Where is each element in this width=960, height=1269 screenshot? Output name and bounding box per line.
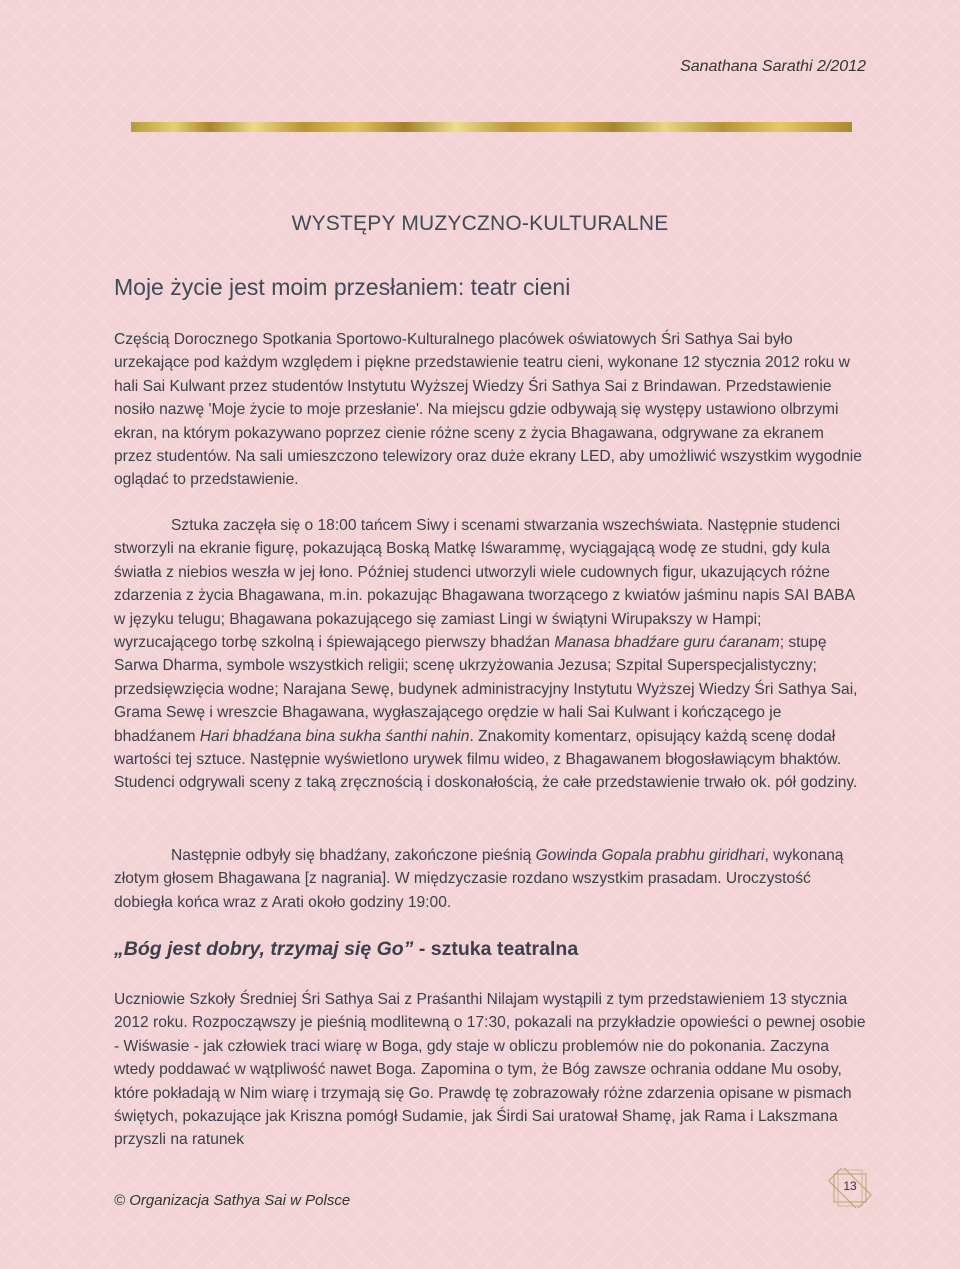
section-title: WYSTĘPY MUZYCZNO-KULTURALNE: [291, 212, 669, 235]
article-title-shadow-theatre: Moje życie jest moim przesłaniem: teatr cieni: [114, 274, 571, 300]
song-title: Gowinda Gopala prabhu giridhari: [535, 847, 765, 864]
text-run: Sztuka zaczęła się o 18:00 tańcem Siwy i scenami stwarzania wszechświata. Następnie studenci stworzyli na ekranie figurę, pokazującą Boską Matkę Iśwarammę, wyciągającą wodę ze studni, gdy kula światła z niebios weszła w jej łono. Później studenci utworzyli wiele cudownych figur, ukazujących różne zdarzenia z życia Bhagawana, m.in. pokazując Bhagawana tworzącego z kwiatów jaśminu napis SAI BABA w języku telugu; Bhagawana pokazującego się zamiast Lingi w świątyni Wirupakszy w Hampi; wyrzucającego torbę szkolną i śpiewającego pierwszy bhadźan: [114, 517, 855, 652]
title-suffix: - sztuka teatralna: [413, 938, 579, 960]
bhajan-title: Hari bhadźana bina sukha śanthi nahin: [199, 727, 470, 745]
gold-header-rule: [131, 122, 852, 132]
page-number-badge: [826, 1168, 874, 1208]
text-run: Następnie odbyły się bhadźany, zakończone pieśnią: [171, 847, 536, 864]
play-title: „Bóg jest dobry, trzymaj się Go”: [114, 938, 414, 960]
paragraph-text: Uczniowie Szkoły Średniej Śri Sathya Sai z Praśanthi Nilajam wystąpili z tym przedstawieniem 13 stycznia 2012 roku. Rozpocząwszy je pieśnią modlitewną o 17:30, pokazali na przykładzie opowieści o pewnej osobie - Wiśwasie - jak człowiek traci wiarę w Boga, gdy staje w obliczu problemów nie do pokonania. Zaczyna wtedy poddawać w wątpliwość nawet Boga. Zapomina o tym, że Bóg zawsze ochrania oddane Mu osoby, które pokładają w Nim wiarę i trzymają się Go. Prawdę tę zobrazowały różne zdarzenia opisane w pismach świętych, pokazujące jak Kriszna pomógł Sudamie, jak Śirdi Sai uratował Shamę, jak Rama i Lakszmana przyszli na ratunek: [114, 991, 866, 1149]
paragraph-text: [114, 514, 866, 795]
text-run: ; stupę Sarwa Dharma, symbole wszystkich religii; scenę ukrzyżowania Jezusa; Szpital Superspecjalistyczny; przedsięwzięcia wodne; Narajana Sewę, budynek administracyjny Instytutu Wyższej Wiedzy Śri Sathya Sai, Grama Sewę i wreszcie Bhagawana, wygłaszającego orędzie w hali Sai Kulwant i kończącego je bhadźanem: [114, 634, 858, 745]
paragraph-text: [114, 844, 866, 914]
article1-paragraph-2: [114, 514, 866, 795]
bhajan-title: Manasa bhadźare guru ćaranam: [554, 634, 780, 652]
article1-paragraph-1: [114, 328, 866, 492]
article2-paragraph-1: [114, 988, 866, 1152]
paragraph-text: Częścią Dorocznego Spotkania Sportowo-Kulturalnego placówek oświatowych Śri Sathya Sai było urzekające pod każdym względem i piękne przedstawienie teatru cieni, wykonane 12 stycznia 2012 roku w hali Sai Kulwant przez studentów Instytutu Wyższej Wiedzy Śri Sathya Sai z Brindawan. Przedstawienie nosiło nazwę 'Moje życie to moje przesłanie'. Na miejscu gdzie odbywają się występy ustawiono olbrzymi ekran, na którym pokazywano poprzez cienie różne sceny z życia Bhagawana, odgrywane za ekranem przez studentów. Na sali umieszczono telewizory oraz duże ekrany LED, aby umożliwić wszystkim wygodnie oglądać to przedstawienie.: [114, 331, 862, 489]
publication-header: Sanathana Sarathi 2/2012: [680, 58, 866, 75]
page-number: 13: [843, 1179, 857, 1193]
article1-paragraph-3: [114, 844, 866, 914]
text-run: . Znakomity komentarz, opisujący każdą scenę dodał wartości tej sztuce. Następnie wyświetlono urywek filmu wideo, z Bhagawanem błogosławiącym bhaktów. Studenci odgrywali sceny z taką zręcznością i doskonałością, że całe przedstawienie trwało ok. pół godziny.: [114, 727, 858, 792]
footer-copyright: © Organizacja Sathya Sai w Polsce: [114, 1192, 351, 1209]
article-title-theatre-play: [114, 938, 578, 961]
text-run: , wykonaną złotym głosem Bhagawana [z nagrania]. W międzyczasie rozdano wszystkim prasadam. Uroczystość dobiegła końca wraz z Arati około godziny 19:00.: [114, 847, 844, 911]
